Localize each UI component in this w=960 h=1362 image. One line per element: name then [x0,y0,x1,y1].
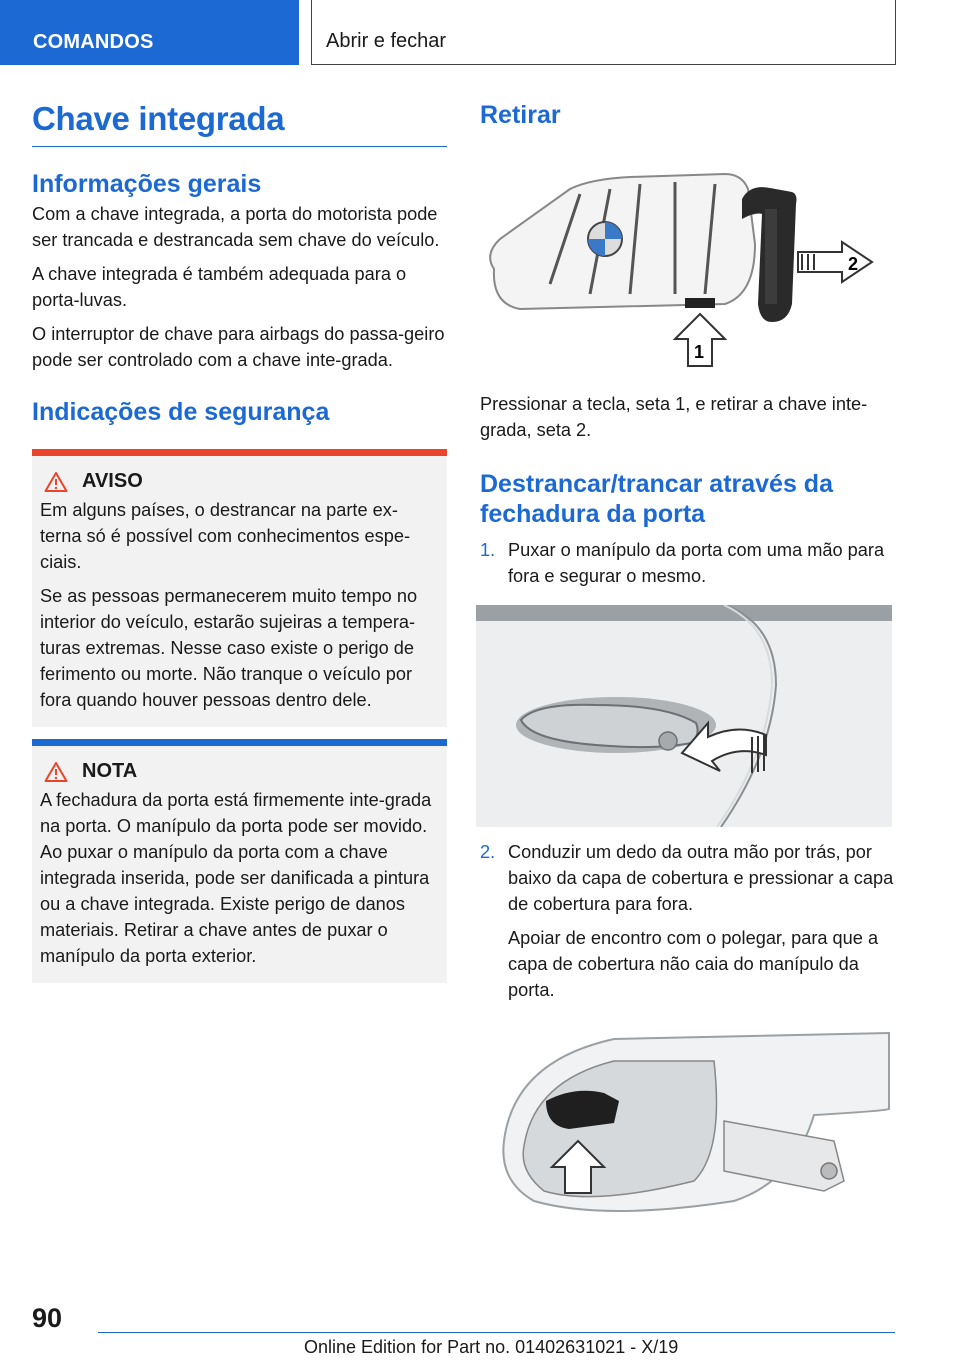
chapter-header [311,0,896,65]
footer-divider [98,1332,895,1333]
general-paragraph-2: A chave integrada é também adequada para o porta-luvas. [32,264,407,310]
steps-list-1 [480,537,900,589]
step-number: 1. [480,540,496,560]
note-paragraph: A fechadura da porta está firmemente inte-grada na porta. O manípulo da porta pode ser movido. Ao puxar o manípulo da porta com a chave integrada inserida, pode ser danificada a pintura ou a chave integrada. Existe perigo de danos materiais. Retirar a chave antes de puxar o manípulo da porta exterior. [40,790,432,966]
page-number: 90 [32,1303,63,1333]
figure-label-1: 1 [694,342,705,362]
figure-label-2: 2 [848,254,859,274]
key-removal-figure [480,144,880,369]
footer-edition: Online Edition for Part no. 01402631021 - X/19 [304,1337,679,1357]
note-box [32,739,447,983]
cover-cap-figure [494,1031,904,1216]
warning-triangle-icon [44,471,68,493]
left-column [32,100,447,983]
general-info-heading: Informações gerais [32,170,262,198]
note-label: NOTA [82,760,138,782]
section-tab [0,0,299,65]
list-item [480,537,900,589]
warning-triangle-icon [44,761,68,783]
safety-heading: Indicações de segurança [32,398,330,426]
right-column [480,100,900,1216]
warning-paragraph-2: Se as pessoas permanecerem muito tempo no interior do veículo, estarão sujeiras a tempera-turas extremas. Nesse caso existe o perigo de ferimento ou morte. Não tranque o veículo por fora quando houver pessoas dentro dele. [40,586,418,710]
door-handle-figure [476,605,892,827]
page-title: Chave integrada [32,100,447,147]
remove-paragraph: Pressionar a tecla, seta 1, e retirar a chave inte-grada, seta 2. [480,394,868,440]
list-item [480,839,900,1003]
steps-list-2 [480,839,900,1003]
chapter-label: Abrir e fechar [326,30,447,52]
step-text: Conduzir um dedo da outra mão por trás, por baixo da capa de cobertura e pressionar a capa de cobertura para fora. [508,842,894,914]
general-paragraph-1: Com a chave integrada, a porta do motorista pode ser trancada e destrancada sem chave do veículo. [32,204,440,250]
step-text: Puxar o manípulo da porta com uma mão para fora e segurar o mesmo. [508,540,885,586]
warning-label: AVISO [82,470,143,492]
remove-heading: Retirar [480,101,561,129]
step-number: 2. [480,842,496,862]
warning-paragraph-1: Em alguns países, o destrancar na parte ex-terna só é possível com conhecimentos espe-ciais. [40,500,411,572]
lock-heading: Destrancar/trancar através da fechadura da porta [480,470,833,528]
warning-box [32,449,447,727]
general-paragraph-3: O interruptor de chave para airbags do passa-geiro pode ser controlado com a chave inte-grada. [32,324,445,370]
section-label: COMANDOS [33,31,154,53]
step-extra-text: Apoiar de encontro com o polegar, para que a capa de cobertura não caia do manípulo da porta. [508,928,879,1000]
